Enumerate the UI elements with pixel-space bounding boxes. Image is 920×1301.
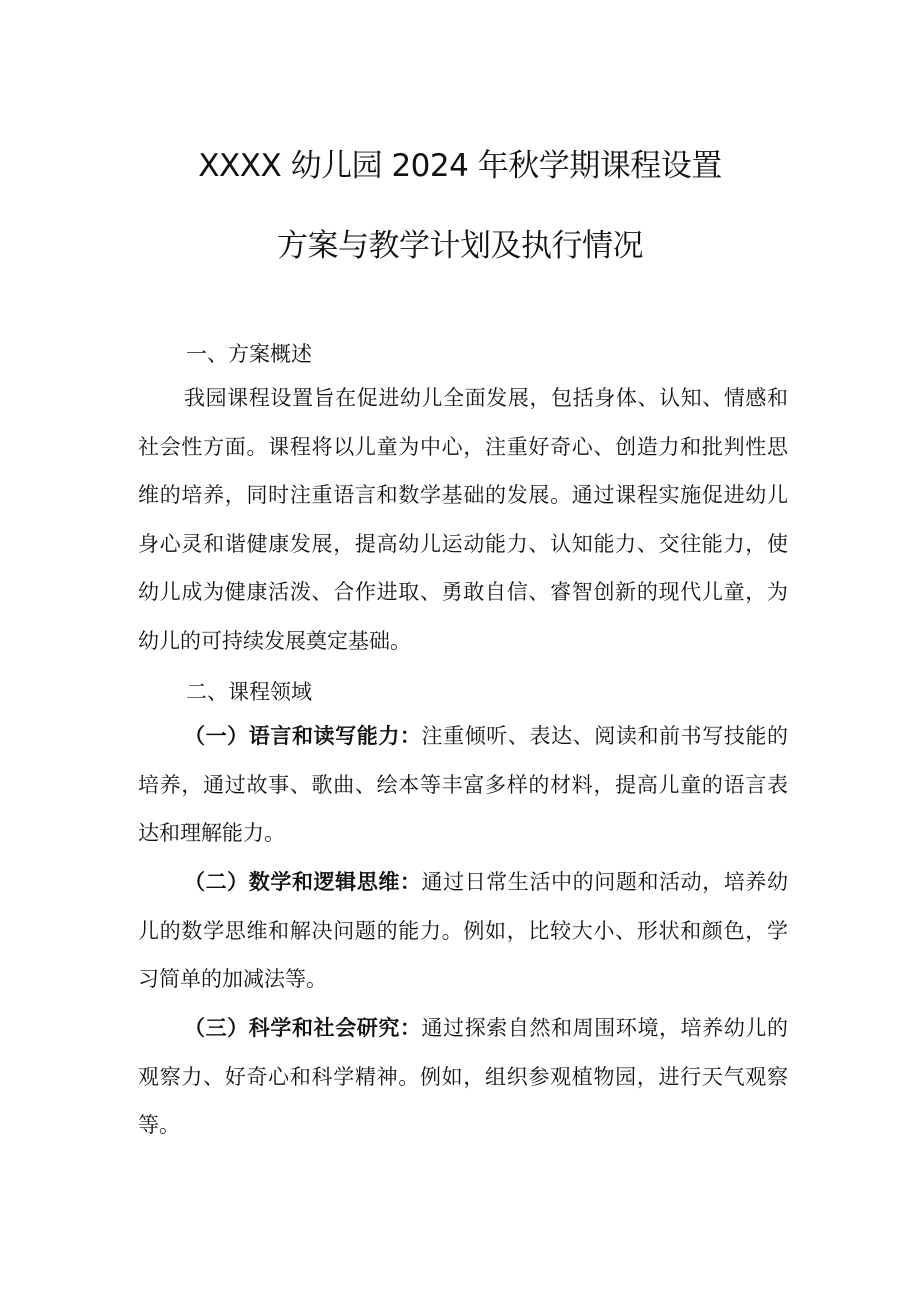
section-heading-overview: 一、方案概述 — [186, 342, 312, 366]
domain-text-science: 通过探索自然和周围环境，培养幼儿的观察力、好奇心和科学精神。例如，组织参观植物园，进行天气观察等。 — [138, 1016, 789, 1137]
overview-paragraph: 我园课程设置旨在促进幼儿全面发展，包括身体、认知、情感和社会性方面。课程将以儿童为中心，注重好奇心、创造力和批判性思维的培养，同时注重语言和数学基础的发展。通过课程实施促进幼儿身心灵和谐健康发展，提高幼儿运动能力、认知能力、交往能力，使幼儿成为健康活泼、合作进取、勇敢自信、睿智创新的现代儿童，为幼儿的可持续发展奠定基础。 — [138, 386, 788, 653]
domain-text-language: 注重倾听、表达、阅读和前书写技能的培养，通过故事、歌曲、绘本等丰富多样的材料，提高儿童的语言表达和理解能力。 — [138, 724, 789, 845]
document-title-line-2: 方案与教学计划及执行情况 — [277, 228, 643, 264]
domain-paragraph-math — [138, 858, 788, 1004]
domain-paragraph-science — [138, 1004, 788, 1150]
document-title-line-1: XXXX 幼儿园 2024 年秋学期课程设置 — [198, 148, 722, 184]
domain-text-math: 通过日常生活中的问题和活动，培养幼儿的数学思维和解决问题的能力。例如，比较大小、形状和颜色，学习简单的加减法等。 — [138, 870, 789, 991]
domain-lead-science: （三）科学和社会研究： — [184, 1016, 422, 1040]
domain-paragraph-language — [138, 712, 788, 858]
section-heading-domains: 二、课程领域 — [186, 680, 312, 704]
domain-lead-math: （二）数学和逻辑思维： — [184, 870, 422, 894]
domain-lead-language: （一）语言和读写能力： — [184, 724, 422, 748]
